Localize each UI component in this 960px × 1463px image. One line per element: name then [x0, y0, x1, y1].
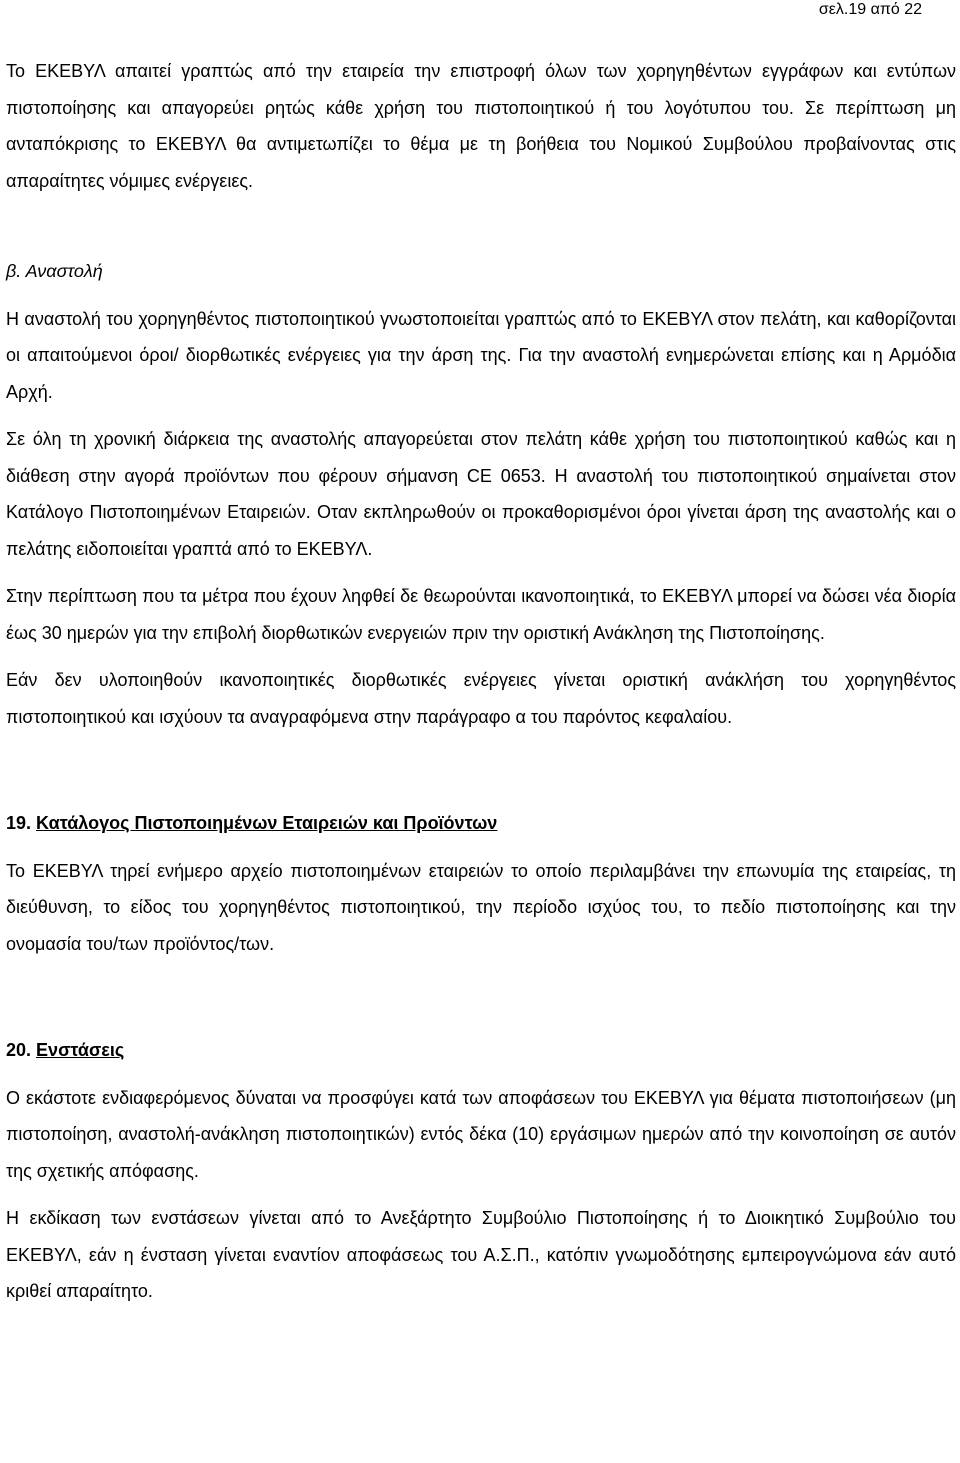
- section-20-title: Ενστάσεις: [36, 1040, 125, 1060]
- section-20-heading: [6, 1032, 956, 1069]
- section-20-paragraph-2: Η εκδίκαση των ενστάσεων γίνεται από το Ανεξάρτητο Συμβούλιο Πιστοποίησης ή το Διοικητικό Συμβούλιο του ΕΚΕΒΥΛ, εάν η ένσταση γίνεται εναντίον αποφάσεως του Α.Σ.Π., κατόπιν γνωμοδότησης εμπειρογνώμονα εάν αυτό κριθεί απαραίτητο.: [6, 1208, 956, 1301]
- section-19-heading: [6, 805, 956, 842]
- section-20-number: 20.: [6, 1040, 32, 1060]
- suspension-paragraph-2: Σε όλη τη χρονική διάρκεια της αναστολής απαγορεύεται στον πελάτη κάθε χρήση του πιστοποιητικού καθώς και η διάθεση στην αγορά προϊόντων που φέρουν σήμανση CE 0653. Η αναστολή του πιστοποιητικού σημαίνεται στον Κατάλογο Πιστοποιημένων Εταιρειών. Οταν εκπληρωθούν οι προκαθορισμένοι όροι γίνεται άρση της αναστολής και ο πελάτης ειδοποιείται γραπτά από το ΕΚΕΒΥΛ.: [6, 429, 956, 559]
- section-19-paragraph: Το ΕΚΕΒΥΛ τηρεί ενήμερο αρχείο πιστοποιημένων εταιρειών το οποίο περιλαμβάνει την επωνυμία της εταιρείας, τη διεύθυνση, το είδος του χορηγηθέντος πιστοποιητικού, την περίοδο ισχύος του, το πεδίο πιστοποίησης και την ονομασία του/των προϊόντος/των.: [6, 860, 956, 954]
- section-19-title: Κατάλογος Πιστοποιημένων Εταιρειών και Προϊόντων: [36, 813, 498, 833]
- page-number: σελ.19 από 22: [818, 1, 922, 18]
- section-20-paragraph-1: Ο εκάστοτε ενδιαφερόμενος δύναται να προσφύγει κατά των αποφάσεων του ΕΚΕΒΥΛ για θέματα πιστοποιήσεων (μη πιστοποίηση, αναστολή-ανάκληση πιστοποιητικών) εντός δέκα (10) εργάσιμων ημερών από την κοινοποίηση σε αυτόν της σχετικής απόφασης.: [6, 1087, 956, 1181]
- subsection-heading-suspension: β. Αναστολή: [6, 261, 103, 281]
- suspension-paragraph-4: Εάν δεν υλοποιηθούν ικανοποιητικές διορθωτικές ενέργειες γίνεται οριστική ανάκλήση του χορηγηθέντος πιστοποιητικού και ισχύουν τα αναγραφόμενα στην παράγραφο α του παρόντος κεφαλαίου.: [6, 670, 956, 727]
- document-body: [6, 53, 956, 1310]
- intro-paragraph: Το ΕΚΕΒΥΛ απαιτεί γραπτώς από την εταιρεία την επιστροφή όλων των χορηγηθέντων εγγράφων και εντύπων πιστοποίησης και απαγορεύει ρητώς κάθε χρήση του πιστοποιητικού ή του λογότυπου του. Σε περίπτωση μη ανταπόκρισης το ΕΚΕΒΥΛ θα αντιμετωπίζει το θέμα με τη βοήθεια του Νομικού Συμβούλου προβαίνοντας στις απαραίτητες νόμιμες ενέργειες.: [6, 61, 956, 191]
- suspension-paragraph-1: Η αναστολή του χορηγηθέντος πιστοποιητικού γνωστοποιείται γραπτώς από το ΕΚΕΒΥΛ στον πελάτη, και καθορίζονται οι απαιτούμενοι όροι/ διορθωτικές ενέργειες για την άρση της. Για την αναστολή ενημερώνεται επίσης και η Αρμόδια Αρχή.: [6, 308, 956, 402]
- suspension-paragraph-3: Στην περίπτωση που τα μέτρα που έχουν ληφθεί δε θεωρούνται ικανοποιητικά, το ΕΚΕΒΥΛ μπορεί να δώσει νέα διορία έως 30 ημερών για την επιβολή διορθωτικών ενεργειών πριν την οριστική Ανάκληση της Πιστοποίησης.: [6, 586, 956, 643]
- section-19-number: 19.: [6, 813, 32, 833]
